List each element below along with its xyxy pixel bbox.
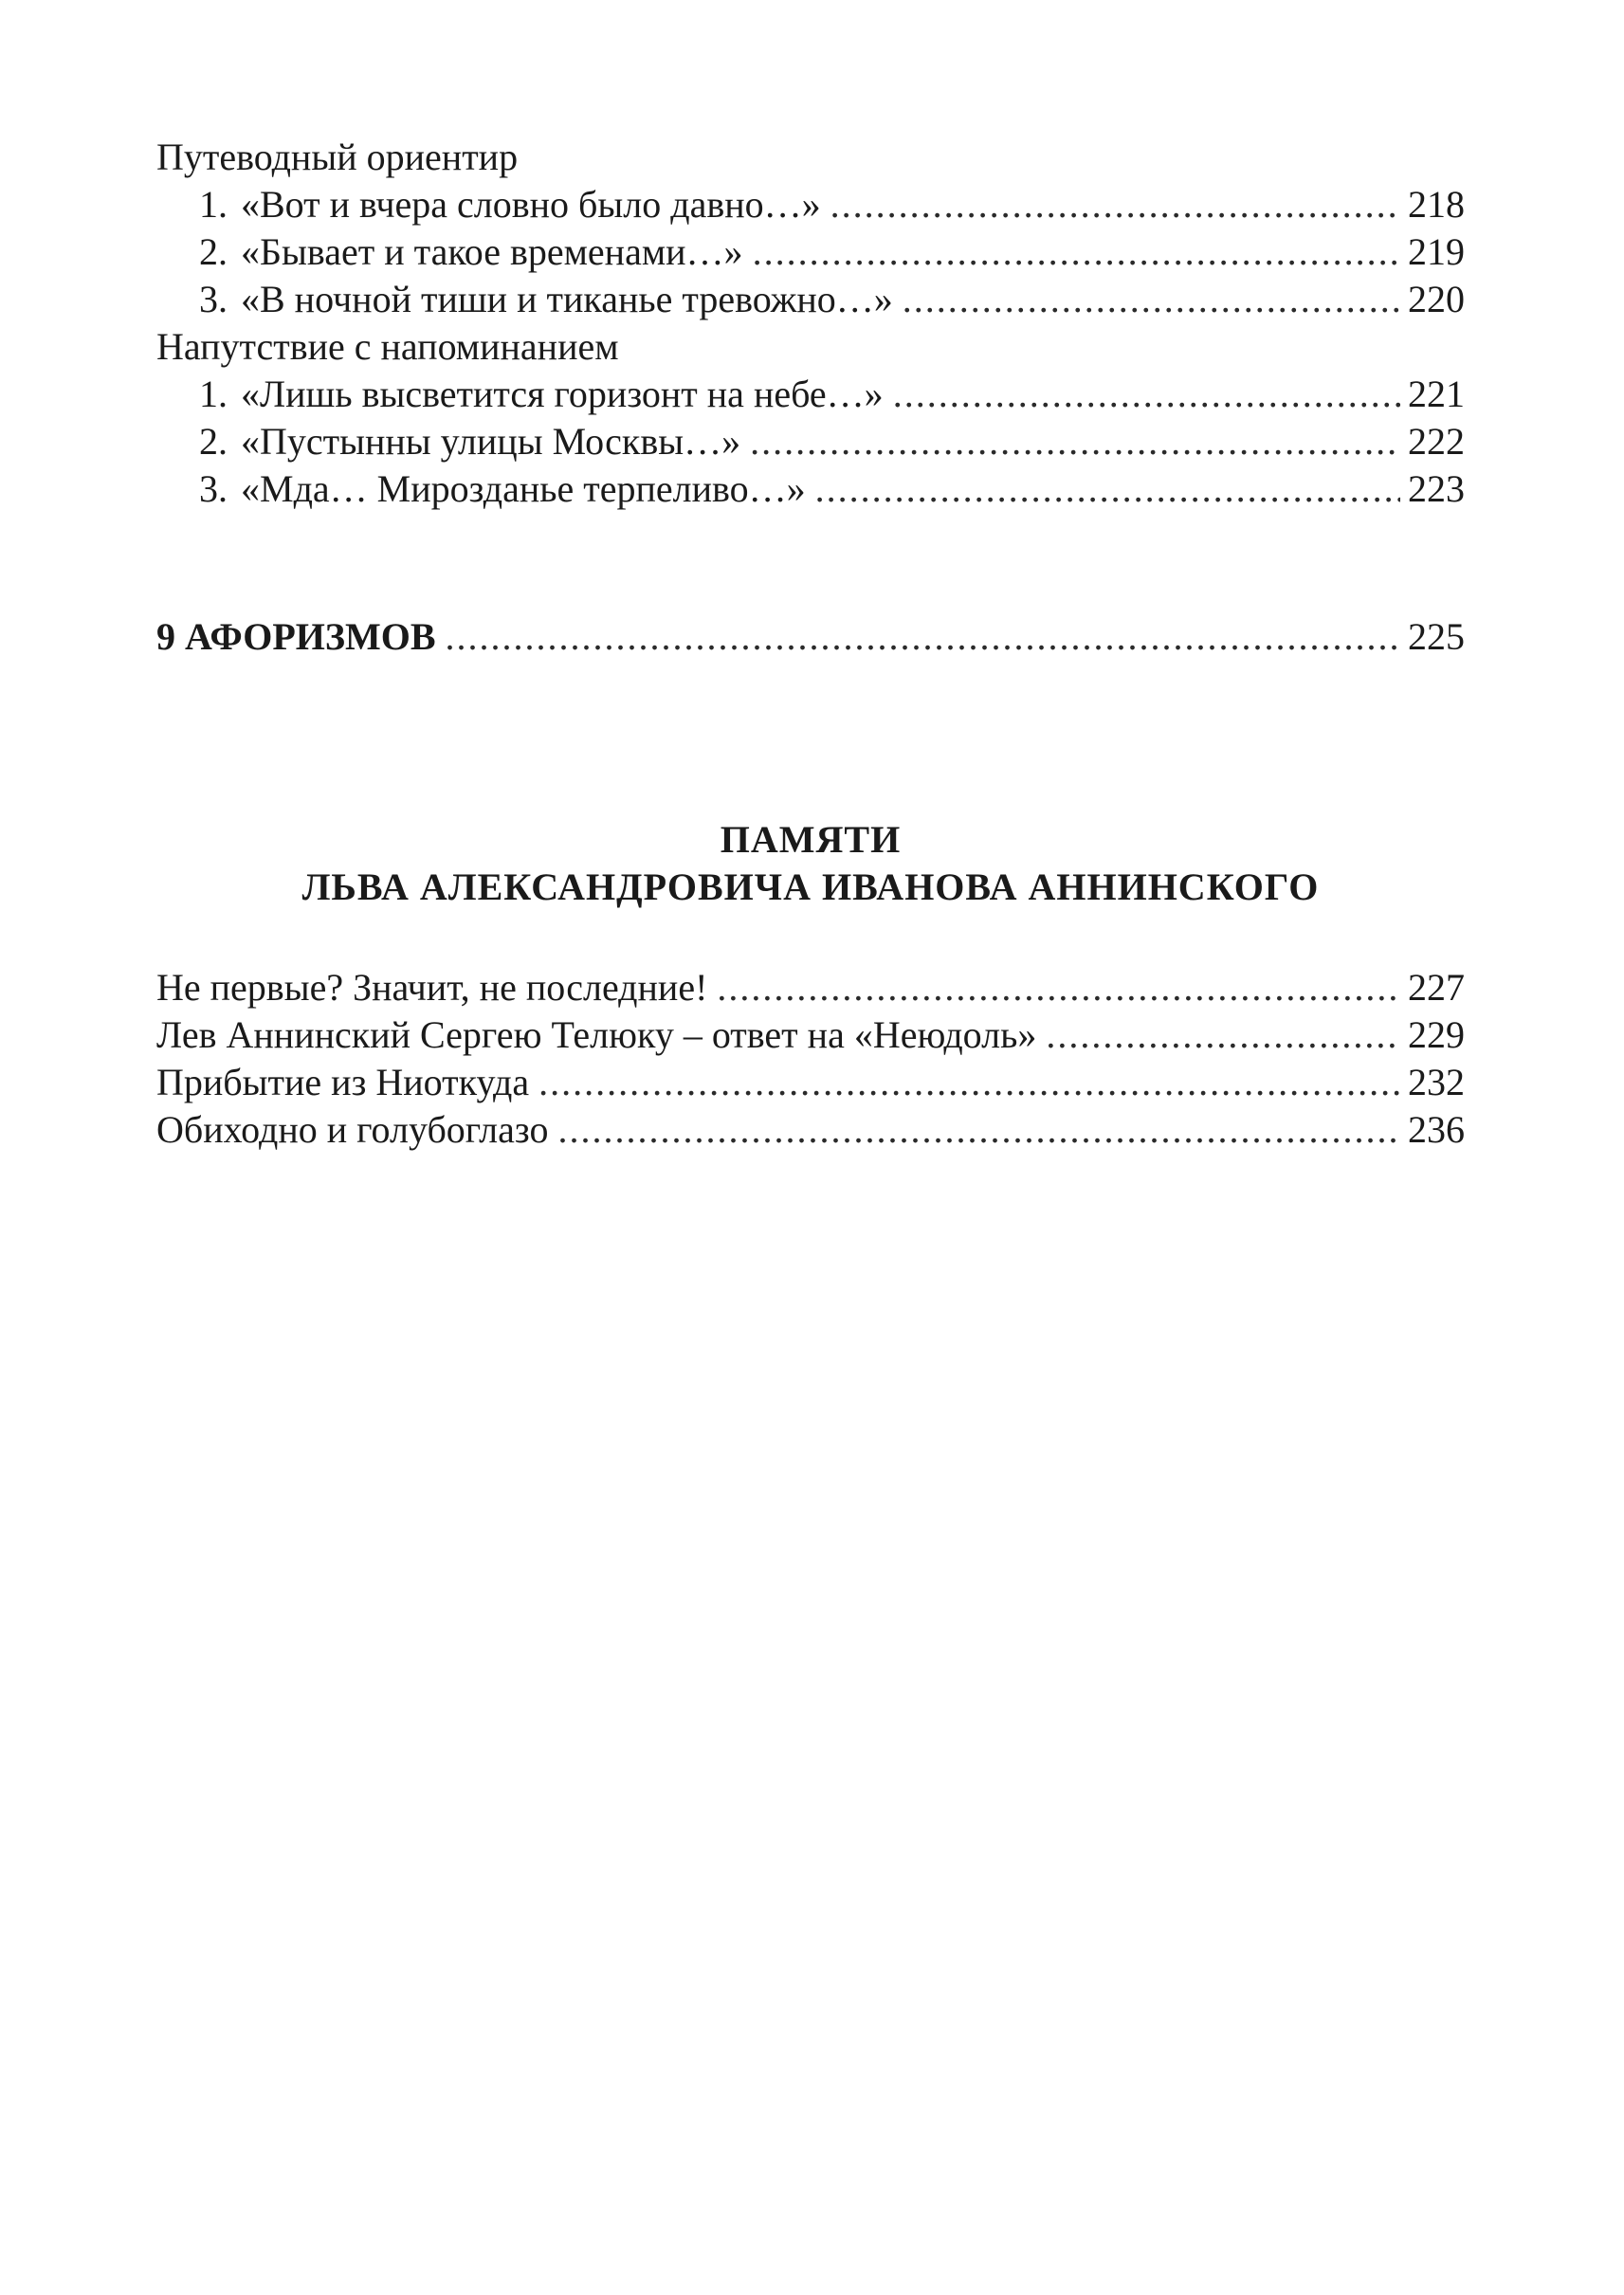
dot-leader: [557, 1107, 1400, 1153]
toc-entry: [156, 965, 1465, 1011]
toc-entry-title: «В ночной тиши и тиканье тревожно…»: [241, 278, 893, 320]
toc-entry-page: 223: [1408, 467, 1465, 510]
toc-group-title: Напутствие с напоминанием: [156, 325, 619, 368]
dot-leader: [893, 372, 1400, 417]
toc-entry: [199, 419, 1465, 464]
toc-entry: [156, 1060, 1465, 1105]
toc-entry: [156, 1012, 1465, 1058]
toc-section-entry: [156, 614, 1465, 660]
toc-entry-page: 236: [1408, 1108, 1465, 1151]
toc-entry: [199, 466, 1465, 512]
dot-leader: [815, 466, 1400, 512]
toc-entry-title: «Пустынны улицы Москвы…»: [241, 420, 741, 463]
section-heading-line-2: ЛЬВА АЛЕКСАНДРОВИЧА ИВАНОВА АННИНСКОГО: [301, 865, 1320, 908]
toc-entry-title: Прибытие из Ниоткуда: [156, 1061, 530, 1103]
dot-leader: [538, 1060, 1400, 1105]
toc-section-title: 9 АФОРИЗМОВ: [156, 615, 436, 658]
toc-entry-title: «Бывает и такое временами…»: [241, 230, 743, 273]
toc-entry-page: 221: [1408, 373, 1465, 415]
dot-leader: [903, 277, 1400, 322]
toc-entry-page: 218: [1408, 183, 1465, 226]
toc-entry-number: 1.: [199, 183, 228, 226]
toc-entry-number: 2.: [199, 420, 228, 463]
toc-entry: [199, 229, 1465, 275]
toc-entry-number: 1.: [199, 373, 228, 415]
toc-entry-page: 222: [1408, 420, 1465, 463]
toc-entry: [199, 277, 1465, 322]
toc-entry-number: 3.: [199, 278, 228, 320]
toc-entry-title: «Мда… Мирозданье терпеливо…»: [241, 467, 806, 510]
toc-entry-page: 220: [1408, 278, 1465, 320]
toc-entry-title: Лев Аннинский Сергею Телюку – ответ на «Неюдоль»: [156, 1013, 1037, 1056]
toc-entry-title: Обиходно и голубоглазо: [156, 1108, 549, 1151]
toc-entry-number: 2.: [199, 230, 228, 273]
toc-entry-page: 232: [1408, 1061, 1465, 1103]
toc-entry: [199, 182, 1465, 228]
dot-leader: [1046, 1012, 1400, 1058]
toc-entry-page: 229: [1408, 1013, 1465, 1056]
toc-entry-number: 3.: [199, 467, 228, 510]
toc-entry-title: «Лишь высветится горизонт на небе…»: [241, 373, 884, 415]
dot-leader: [717, 965, 1400, 1011]
toc-entry-title: Не первые? Значит, не последние!: [156, 966, 708, 1009]
dot-leader: [750, 419, 1400, 464]
toc-entry-page: 219: [1408, 230, 1465, 273]
dot-leader: [753, 229, 1400, 275]
section-heading-line-1: ПАМЯТИ: [720, 818, 902, 861]
toc-entry: [156, 1107, 1465, 1153]
toc-section-page: 225: [1408, 615, 1465, 658]
toc-entry: [199, 372, 1465, 417]
dot-leader: [446, 614, 1400, 660]
toc-group-title: Путеводный ориентир: [156, 136, 519, 178]
toc-entry-title: «Вот и вчера словно было давно…»: [241, 183, 821, 226]
dot-leader: [830, 182, 1400, 228]
toc-entry-page: 227: [1408, 966, 1465, 1009]
